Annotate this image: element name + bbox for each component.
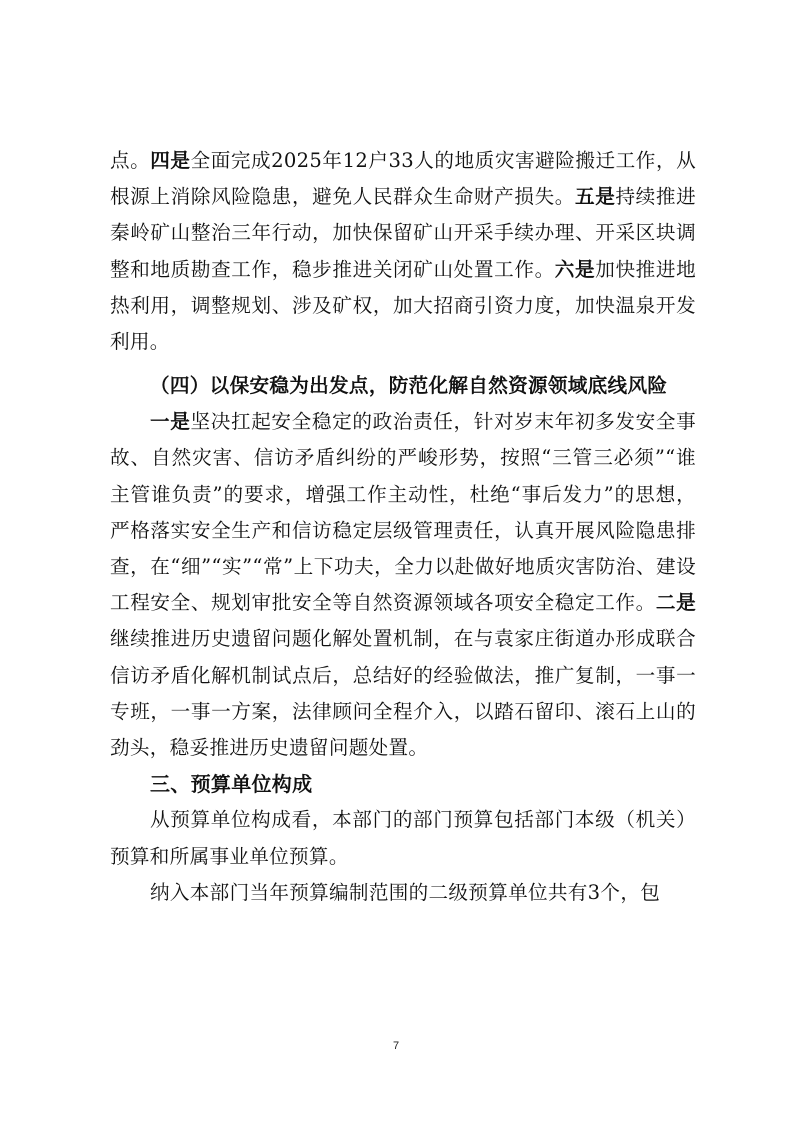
bold-marker: 四是: [150, 149, 191, 172]
text-run: 继续推进历史遗留问题化解处置机制，在与袁家庄街道办形成联合信访矛盾化解机制试点后，总结好的经验做法，推广复制，一事一专班，一事一方案，法律顾问全程介入，以踏石留印、滚石上山的劲头，稳妥推进历史遗留问题处置。: [110, 627, 696, 760]
bold-marker: 二是: [655, 591, 696, 615]
bold-marker: 六是: [554, 257, 596, 281]
section-3-heading: 三、预算单位构成: [150, 772, 313, 797]
section-body: [110, 368, 696, 911]
section-4-paragraph: [110, 404, 696, 766]
paragraph-tasks: [110, 143, 696, 360]
section-3-paragraph-2: 纳入本部门当年预算编制范围的二级预算单位共有3个，包: [150, 880, 661, 904]
text-run: 全面完成2025年12户33人的地质灾害避险搬迁工作，从根源上消除风险隐患，避免人民群众生命财产损失。: [110, 149, 696, 209]
text-run: 加快推进地热利用，调整规划、涉及矿权，加大招商引资力度，加快温泉开发利用。: [110, 257, 696, 354]
page-number: 7: [392, 1040, 400, 1052]
section-4-heading: （四）以保安稳为出发点，防范化解自然资源领域底线风险: [150, 374, 668, 397]
paragraph-intro: [110, 143, 696, 360]
bold-marker: 一是: [150, 410, 191, 434]
text-run: 坚决扛起安全稳定的政治责任，针对岁末年初多发安全事故、自然灾害、信访矛盾纠纷的严峻形势，按照“三管三必须”“谁主管谁负责”的要求，增强工作主动性，杜绝“事后发力”的思想，严格落实安全生产和信访稳定层级管理责任，认真开展风险隐患排查，在“细”“实”“常”上下功夫，全力以赴做好地质灾害防治、建设工程安全、规划审批安全等自然资源领域各项安全稳定工作。: [110, 410, 697, 615]
text-run: 持续推进秦岭矿山整治三年行动，加快保留矿山开采手续办理、开采区块调整和地质勘查工作，稳步推进关闭矿山处置工作。: [110, 185, 696, 281]
text-run: 点。: [110, 149, 151, 172]
section-3-paragraph-1: 从预算单位构成看，本部门的部门预算包括部门本级（机关）预算和所属事业单位预算。: [110, 808, 696, 868]
bold-marker: 五是: [575, 185, 616, 209]
